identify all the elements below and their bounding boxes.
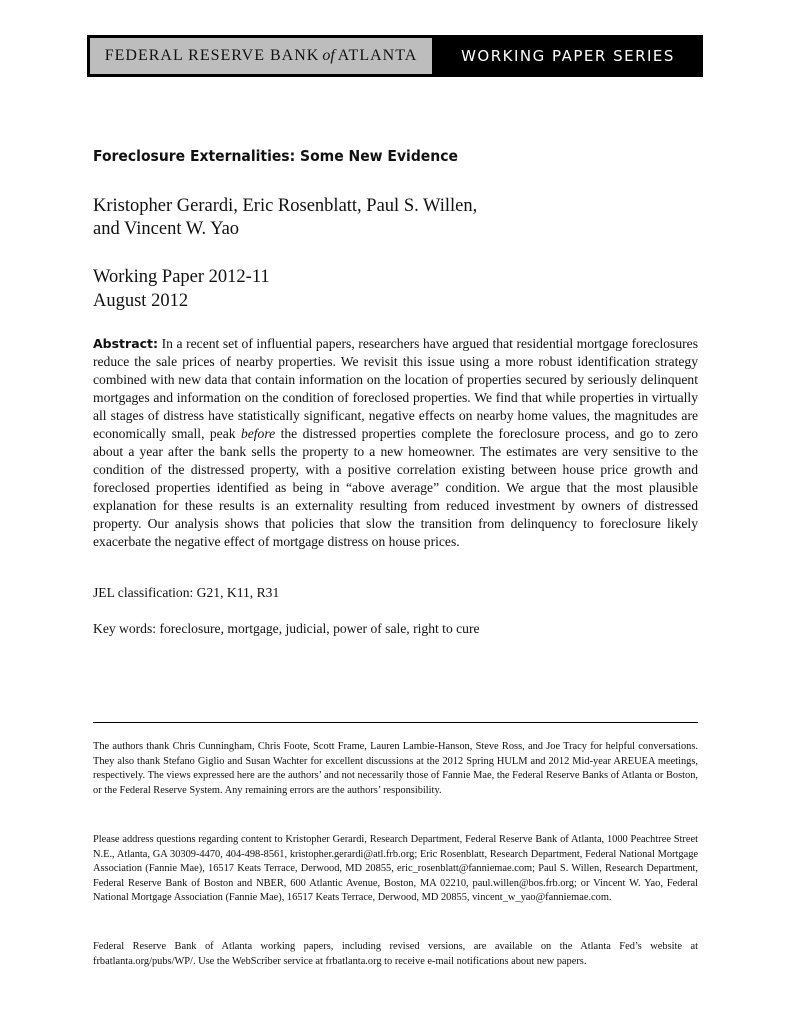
footnote-divider	[93, 722, 698, 723]
abstract	[93, 335, 698, 551]
authors-line-2: and Vincent W. Yao	[93, 219, 240, 239]
bank-name-pre: FEDERAL RESERVE BANK	[104, 47, 320, 64]
abstract-text-after: the distressed properties complete the foreclosure process, and go to zero about a year after the bank sells the property to a new homeowner. The estimates are very sensitive to the condition of the distressed property, with a positive correlation existing between house price growth and foreclosed properties identified as being in “above average” condition. We argue that the most plausible explanation for these results is an externality resulting from reduced investment by owners of distressed property. Our analysis shows that policies that slow the transition from delinquency to foreclosure likely exacerbate the negative effect of mortgage distress on house prices.	[93, 426, 699, 549]
publication-date: August 2012	[93, 291, 189, 311]
footnote-thanks: The authors thank Chris Cunningham, Chris Foote, Scott Frame, Lauren Lambie-Hanson, Steve Ross, and Joe Tracy for helpful conversations. They also thank Stefano Giglio and Susan Wachter for excellent discussions at the 2012 Spring HULM and 2012 Mid-year AREUEA meetings, respectively. The views expressed here are the authors’ and not necessarily those of Fannie Mae, the Federal Reserve Banks of Atlanta or Boston, or the Federal Reserve System. Any remaining errors are the authors’ responsibility.	[93, 741, 698, 796]
working-paper-info	[93, 265, 270, 313]
series-label: WORKING PAPER SERIES	[434, 36, 702, 76]
jel-classification: JEL classification: G21, K11, R31	[93, 585, 280, 600]
working-paper-number: Working Paper 2012-11	[93, 267, 270, 287]
abstract-text-before: In a recent set of influential papers, researchers have argued that residential mortgage foreclosures reduce the sale prices of nearby properties. We revisit this issue using a more robust identification strategy combined with new data that contain information on the location of properties secured by seriously delinquent mortgages and information on the condition of foreclosed properties. We find that while properties in virtually all stages of distress have statistically significant, negative effects on nearby home values, the magnitudes are economically small, peak	[93, 336, 698, 441]
paper-title: Foreclosure Externalities: Some New Evidence	[93, 147, 458, 165]
bank-name-box	[88, 36, 434, 76]
bank-name-of: of	[322, 47, 335, 64]
abstract-emphasis: before	[240, 426, 276, 441]
bank-name-post: ATLANTA	[337, 47, 418, 64]
footnote-availability: Federal Reserve Bank of Atlanta working papers, including revised versions, are available on the Atlanta Fed’s website at frbatlanta.org/pubs/WP/. Use the WebScriber service at frbatlanta.org to receive e-mail notifications about new papers.	[93, 941, 698, 967]
authors-line-1: Kristopher Gerardi, Eric Rosenblatt, Paul S. Willen,	[93, 196, 478, 216]
footnote-contact: Please address questions regarding content to Kristopher Gerardi, Research Department, Federal Reserve Bank of Atlanta, 1000 Peachtree Street N.E., Atlanta, GA 30309-4470, 404-498-8561, kristopher.gerardi@atl.frb.org; Eric Rosenblatt, Research Department, Federal National Mortgage Association (Fannie Mae), 16517 Keats Terrace, Derwood, MD 20855, eric_rosenblatt@fanniemae.com; Paul S. Willen, Research Department, Federal Reserve Bank of Boston and NBER, 600 Atlantic Avenue, Boston, MA 02210, paul.willen@bos.frb.org; or Vincent W. Yao, Federal National Mortgage Association (Fannie Mae), 16517 Keats Terrace, Derwood, MD 20855, vincent_w_yao@fanniemae.com.	[93, 834, 698, 904]
keywords: Key words: foreclosure, mortgage, judicial, power of sale, right to cure	[93, 621, 480, 636]
authors	[93, 195, 713, 241]
abstract-label: Abstract:	[93, 336, 159, 351]
series-banner	[87, 35, 703, 77]
